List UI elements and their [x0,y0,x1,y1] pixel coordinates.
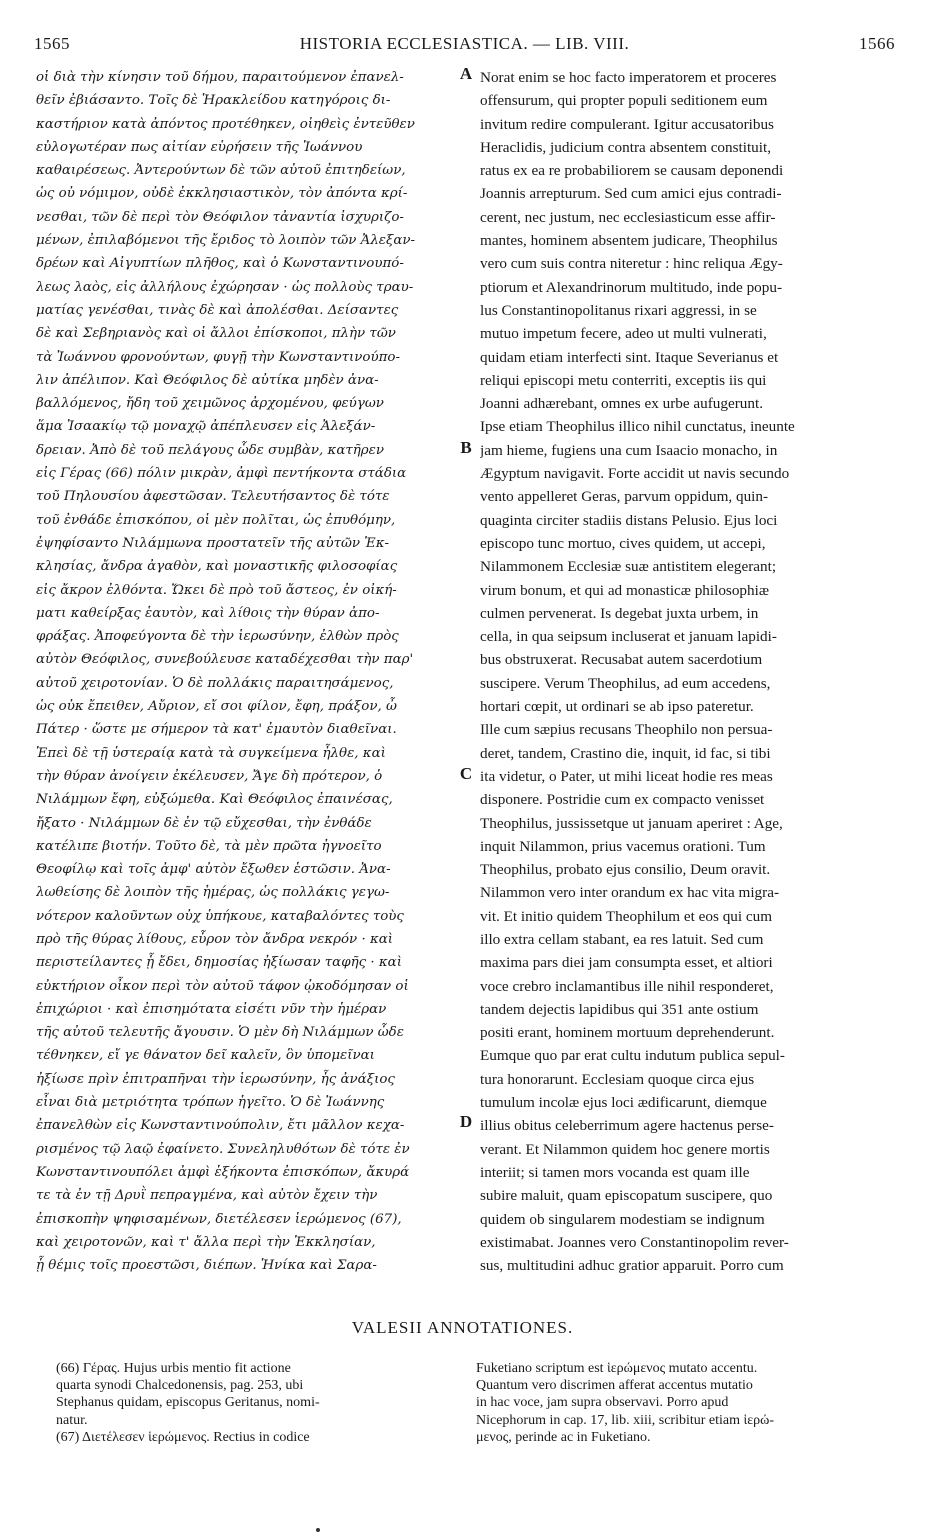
annotation-line: Quantum vero discrimen afferat accentus mutatio [476,1378,753,1394]
latin-text-line: vit. Et initio quidem Theophilum et eos qui cum [480,907,773,925]
greek-text-line: ματι καθείρξας ἑαυτὸν, καὶ λίθοις τὴν θύραν ἀπο- [36,605,380,621]
latin-text-line: bus obstruxerat. Recusabat autem sacerdotium [480,651,763,669]
greek-text-line: ἤξατο · Νιλάμμων δὲ ἐν τῷ εὔχεσθαι, τὴν ἐνθάδε [36,815,372,831]
latin-text-line: tura honorarunt. Ecclesiam quoque circa ejus [480,1070,755,1088]
greek-text-line: καστήριον κατὰ ἀπόντος προτέθηκεν, οἰηθεὶς ἐντεῦθεν [36,116,415,132]
annotation-line: (66) Γέρας. Hujus urbis mentio fit actione [56,1361,291,1376]
latin-text-line: culmen pervenerat. Is degebat juxta urbem, in [480,604,759,622]
latin-text-line: Ille cum sæpius recusans Theophilo non persua- [480,721,773,739]
greek-text-line: ἐψηφίσαντο Νιλάμμωνα προστατεῖν τῆς αὐτῶν Ἐκ- [36,535,390,551]
greek-text-line: ἐπιχώριοι · καὶ ἐπισημότατα εἰσέτι νῦν τὴν ἡμέραν [36,1001,387,1017]
section-marker-c: C [459,764,473,783]
latin-text-line: virum bonum, et qui ad monasticæ philosophiæ [480,581,769,599]
latin-text-line: Theophilus, probato ejus consilio, Deum oravit. [480,861,771,879]
greek-text-line: κλησίας, ἄνδρα ἀγαθὸν, καὶ μοναστικῆς φιλοσοφίας [36,559,398,575]
running-header [34,34,895,58]
latin-text-line: disponere. Postridie cum ex compacto venisset [480,791,765,809]
greek-text-line: εἰς Γέρας (66) πόλιν μικρὰν, ἀμφὶ πεντήκοντα στάδια [36,466,407,482]
latin-text-line: hortari cœpit, ut ordinari se ab ipso pateretur. [480,698,754,716]
latin-text-line: jam hieme, fugiens una cum Isaacio monacho, in [480,441,778,459]
footer-dot [316,1528,320,1532]
annotation-line: quarta synodi Chalcedonensis, pag. 253, ubi [56,1378,304,1394]
greek-text-line: ὡς οὐκ ἔπειθεν, Αὔριον, εἴ σοι φίλον, ἔφη, πράξον, ὦ [36,699,397,715]
annotation-line: μενος, perinde ac in Fuketiano. [476,1429,651,1445]
greek-text-line: εἰς ἄκρον ἐλθόντα. Ὤκει δὲ πρὸ τοῦ ἄστεος, ἐν οἰκή- [36,582,397,598]
latin-text-line: tandem dejectis lapidibus qui 351 ante ostium [480,1000,759,1018]
latin-text-line: Joanni adhærebant, omnes ex urbe aufugerunt. [480,395,763,413]
latin-text-line: Nilammonem Ecclesiæ suæ antistitem elegerant; [480,558,777,576]
greek-text-line: θεῖν ἐβιάσαντο. Τοῖς δὲ Ἡρακλείδου κατηγόροις δι- [36,93,391,109]
greek-text-line: φράξας. Ἀποφεύγοντα δὲ τὴν ἱερωσύνην, ἐλθὼν πρὸς [36,629,399,645]
latin-text-line: ptiorum et Alexandrinorum multitudo, inde popu- [480,278,783,296]
latin-text-line: existimabat. Joannes vero Constantinopolim rever- [480,1233,789,1251]
greek-text-line: καθαιρέσεως. Ἀντερούντων δὲ τῶν αὐτοῦ ἐπιτηδείων, [36,163,406,179]
greek-text-line: δὲ καὶ Σεβηριανὸς καὶ οἱ ἄλλοι ἐπίσκοποι, πλὴν τῶν [36,326,396,342]
latin-text-line: offensurum, qui propter populi seditionem eum [480,92,768,110]
greek-text-line: περιστείλαντες ᾗ ἔδει, δημοσίας ἠξίωσαν ταφῆς · καὶ [36,955,402,971]
latin-text-line: quidem ob singularem modestiam se indignum [480,1210,765,1228]
greek-text-line: καὶ χειροτονῶν, καὶ τ' ἄλλα περὶ τὴν Ἐκκλησίαν, [36,1234,376,1250]
latin-text-column [480,66,892,1277]
greek-text-line: ἅμα Ἰσαακίῳ τῷ μοναχῷ ἀπέπλευσεν εἰς Ἀλεξάν- [36,419,376,435]
section-marker-b: B [460,438,472,457]
latin-text-line: cerent, nec justum, nec ecclesiasticum esse affir- [480,208,776,226]
latin-text-line: positi erant, hominem mortuum deprehenderunt. [480,1024,775,1042]
annotation-line: natur. [56,1412,88,1428]
greek-text-line: ἠξίωσε πρὶν ἐπιτραπῆναι τὴν ἱερωσύνην, ἧς ἀνάξιος [36,1071,395,1087]
greek-text-line: αὐτὸν Θεόφιλος, συνεβούλευσε καταδέχεσθαι τὴν παρ' [36,652,414,668]
page-number-left: 1565 [34,34,70,53]
greek-text-line: οἱ διὰ τὴν κίνησιν τοῦ δήμου, παραιτούμενον ἐπανελ- [36,70,404,85]
latin-text-line: Eumque quo par erat cultu indutum publica sepul- [480,1047,785,1065]
latin-text-line: deret, tandem, Crastino die, inquit, id fac, si tibi [480,744,771,762]
greek-text-line: μένων, ἐπιλαβόμενοι τῆς ἔριδος τὸ λοιπὸν τῶν Ἀλεξαν- [36,233,416,249]
greek-text-line: εὐλογωτέραν πως αἰτίαν εὑρήσειν τῆς Ἰωάννου [36,139,363,155]
greek-text-line: λεως λαὸς, εἰς ἀλλήλους ἐχώρησαν · ὡς πολλοὺς τραυ- [36,279,414,295]
greek-text-line: αὐτοῦ χειροτονίαν. Ὁ δὲ πολλάκις παραιτησάμενος, [36,675,394,691]
annotation-line: (67) Διετέλεσεν ἱερώμενος. Rectius in codice [56,1429,310,1445]
latin-text-line: ita videtur, o Pater, ut mihi liceat hodie res meas [480,767,773,785]
greek-text-line: δρειαν. Ἀπὸ δὲ τοῦ πελάγους ὧδε συμβὰν, κατῆρεν [36,442,384,458]
greek-text-line: ὡς οὐ νόμιμον, οὐδὲ ἐκκλησιαστικὸν, τὸν ἀπόντα κρί- [36,186,408,202]
latin-text-line: Heraclidis, judicium contra absentem constituit, [480,138,772,156]
annotation-line: Fuketiano scriptum est ἱερώμενος mutato accentu. [476,1361,758,1376]
greek-text-line: τῆς αὐτοῦ τελευτῆς ἄγουσιν. Ὁ μὲν δὴ Νιλάμμων ὧδε [36,1025,404,1041]
greek-text-line: ρισμένος τῷ λαῷ ἐφαίνετο. Συνεληλυθότων δὲ τότε ἐν [36,1141,410,1157]
annotation-line: Nicephorum in cap. 17, lib. xiii, scribitur etiam ἱερώ- [476,1412,775,1428]
section-marker-a: A [459,64,473,83]
annotation-line: in hac voce, jam supra observavi. Porro apud [476,1395,729,1411]
greek-text-line: ἐπισκοπὴν ψηφισαμένων, διετέλεσεν ἱερώμενος (67), [36,1211,402,1227]
greek-text-line: Πάτερ · ὥστε με σήμερον τὰ κατ' ἐμαυτὸν διαθεῖναι. [36,722,397,738]
greek-text-line: νότερον καλοῦντων οὐχ ὑπήκουε, καταβαλόντες τοὺς [36,908,404,924]
latin-text-line: tumulum incolæ ejus loci ædificarunt, diemque [480,1094,767,1112]
greek-text-line: εἶναι διὰ μετριότητα τρόπων ἡγεῖτο. Ὁ δὲ Ἰωάννης [36,1095,385,1111]
latin-text-line: illo extra cellam stabant, ea res latuit. Sed cum [480,930,764,948]
latin-text-line: mutuo impetum fecere, adeo ut multi vulnerati, [480,325,767,343]
annotation-line: Stephanus quidam, episcopus Geritanus, nomi- [56,1395,320,1411]
greek-text-line: δρέων καὶ Αἰγυπτίων πλῆθος, καὶ ὁ Κωνσταντινουπό- [36,256,404,272]
latin-text-line: Norat enim se hoc facto imperatorem et proceres [480,69,777,86]
latin-text-line: Ipse etiam Theophilus illico nihil cunctatus, ineunte [480,418,795,436]
latin-text-line: illius obitus celeberrimum agere hactenus perse- [480,1117,774,1135]
greek-text-line: Νιλάμμων ἔφη, εὐξώμεθα. Καὶ Θεόφιλος ἐπαινέσας, [36,792,393,808]
latin-text-line: sus, multitudini adhuc gratior apparuit. Porro cum [480,1257,784,1275]
latin-text-line: invitum redire compulerant. Igitur accusatoribus [480,115,774,133]
greek-text-line: ἐπανελθὼν εἰς Κωνσταντινούπολιν, ἔτι μᾶλλον κεχα- [36,1118,405,1134]
greek-text-column [36,66,458,1277]
greek-text-line: εὐκτήριον οἶκον περὶ τὸν αὐτοῦ τάφον ᾠκοδόμησαν οἱ [36,978,409,994]
latin-text-line: subire maluit, quam episcopatum suscipere, quo [480,1187,773,1205]
latin-text-line: lus Constantinopolitanus rixari aggressi, in se [480,301,757,319]
latin-text-line: episcopo tunc mortuo, cives quidem, ut accepi, [480,534,766,552]
greek-text-line: βαλλόμενος, ἤδη τοῦ χειμῶνος ἀρχομένου, φεύγων [36,396,384,412]
greek-text-line: νεσθαι, τῶν δὲ περὶ τὸν Θεόφιλον τἀναντία ἰσχυριζο- [36,209,404,225]
greek-text-line: πρὸ τῆς θύρας λίθους, εὗρον τὸν ἄνδρα νεκρόν · καὶ [36,931,394,947]
greek-text-line: ματίας γενέσθαι, τινὰς δὲ καὶ ἀπολέσθαι. Δείσαντες [36,302,399,318]
greek-text-line: ᾗ θέμις τοῖς προεστῶσι, διέπων. Ἡνίκα καὶ Σαρα- [36,1258,377,1274]
greek-text-line: τὰ Ἰωάννου φρονούντων, φυγῇ τὴν Κωνσταντινούπο- [36,349,400,365]
latin-text-line: Nilammon vero inter orandum ex hac vita migra- [480,884,780,902]
greek-text-line: τοῦ ἐνθάδε ἐπισκόπου, οἱ μὲν πολῖται, ὡς ἐπυθόμην, [36,512,396,528]
annotations-right-column [476,1360,896,1446]
page-number-right: 1566 [859,34,895,53]
section-marker-d: D [459,1112,473,1131]
latin-text-line: verant. Et Nilammon quidem hoc genere mortis [480,1140,770,1158]
latin-text-line: vero cum suis contra niteretur : hinc reliqua Ægy- [480,255,783,273]
latin-text-line: quaginta circiter stadiis distans Pelusio. Ejus loci [480,511,778,529]
running-title: HISTORIA ECCLESIASTICA. — LIB. VIII. [299,34,630,53]
greek-text-line: τὴν θύραν ἀνοίγειν ἐκέλευσεν, Ἄγε δὴ πρότερον, ὁ [36,768,383,784]
latin-text-line: Joannis arrepturum. Sed cum amici ejus contradi- [480,185,782,203]
latin-text-line: maxima pars diei jam consumpta esset, et altiori [480,954,773,972]
annotations-title: VALESII ANNOTATIONES. [351,1318,574,1337]
greek-text-line: τέθνηκεν, εἴ γε θάνατον δεῖ καλεῖν, ὃν ὑπομεῖναι [36,1048,375,1064]
latin-text-line: mantes, hominem absentem judicare, Theophilus [480,232,778,250]
greek-text-line: Κωνσταντινουπόλει ἀμφὶ ἑξήκοντα ἐπισκόπων, ἄκυρά [36,1164,410,1180]
latin-text-line: voce crebro inclamantibus ille nihil responderet, [480,977,774,995]
greek-text-line: Θεοφίλῳ καὶ τοῖς ἀμφ' αὐτὸν ἔξωθεν ἑστῶσιν. Ἀνα- [36,862,391,878]
latin-text-line: reliqui episcopi metu conterriti, exceptis iis qui [480,371,767,389]
greek-text-line: λωθείσης δὲ λοιπὸν τῆς ἡμέρας, ὡς πολλάκις γεγω- [36,885,390,901]
greek-text-line: τε τὰ ἐν τῇ Δρυῒ πεπραγμένα, καὶ αὐτὸν ἔχειν τὴν [36,1188,378,1204]
latin-text-line: interiit; si tamen mors vocanda est quam ille [480,1163,750,1181]
latin-text-line: Ægyptum navigavit. Forte accidit ut navis secundo [480,465,790,483]
latin-text-line: Theophilus, jussissetque ut januam aperiret : Age, [480,814,783,832]
greek-text-line: τοῦ Πηλουσίου ἀφεστῶσαν. Τελευτήσαντος δὲ τότε [36,489,390,505]
latin-text-line: inquit Nilammon, prius vacemus orationi. Tum [480,837,766,855]
latin-text-line: ratus ex ea re probabiliorem se causam deponendi [480,162,784,180]
latin-text-line: quidam etiam interfecti sint. Itaque Severianus et [480,348,779,366]
latin-text-line: vento appelleret Geras, parvum oppidum, quin- [480,488,769,506]
greek-text-line: λιν ἀπέλιπον. Καὶ Θεόφιλος δὲ αὐτίκα μηδὲν ἀνα- [36,372,379,388]
latin-text-line: suscipere. Verum Theophilus, ad eum accedens, [480,674,771,692]
greek-text-line: κατέλιπε βιοτήν. Τοῦτο δὲ, τὰ μὲν πρῶτα ἠγνοεῖτο [36,838,382,854]
latin-text-line: cella, in qua seipsum incluserat et januam lapidi- [480,628,777,646]
greek-text-line: Ἐπεὶ δὲ τῇ ὑστεραίᾳ κατὰ τὰ συγκείμενα ἦλθε, καὶ [36,745,386,761]
annotations-left-column [56,1360,456,1446]
